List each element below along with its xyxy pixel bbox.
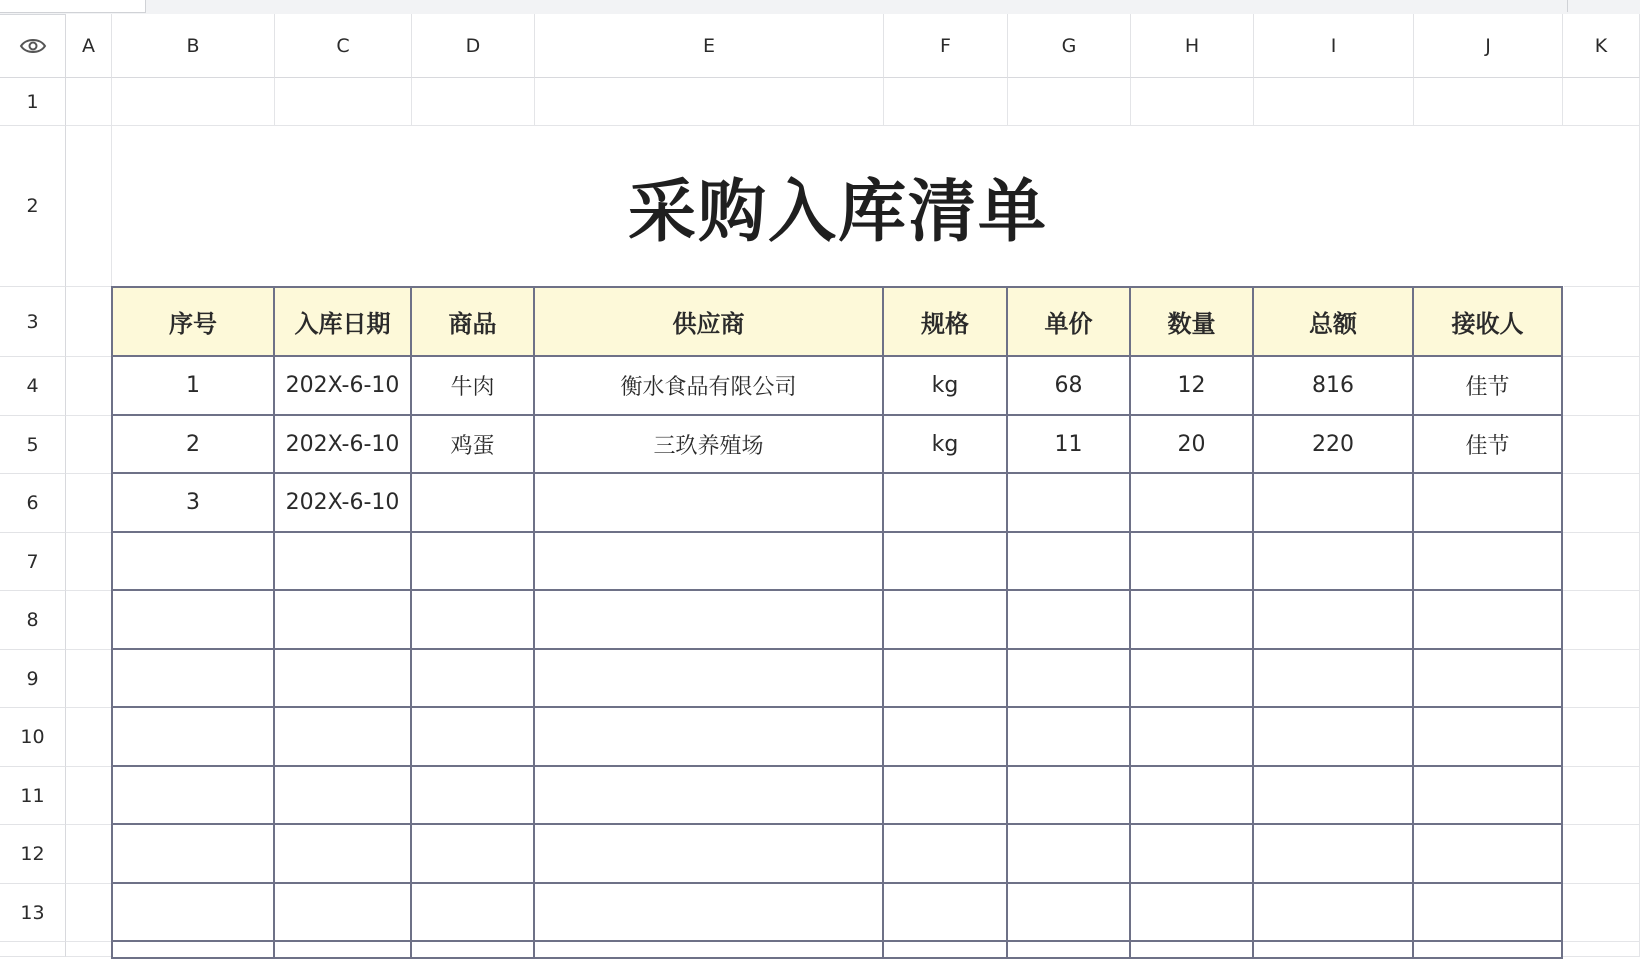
column-header-c[interactable]: C <box>275 14 412 78</box>
table-cell[interactable] <box>1131 767 1254 825</box>
column-header-d[interactable]: D <box>412 14 535 78</box>
table-cell[interactable]: 佳节 <box>1414 357 1563 416</box>
grid-cell[interactable] <box>66 942 112 957</box>
table-cell[interactable]: 三玖养殖场 <box>535 416 884 474</box>
row-header-2[interactable]: 2 <box>0 126 66 287</box>
table-cell[interactable]: 220 <box>1254 416 1414 474</box>
table-cell[interactable] <box>111 942 275 959</box>
table-cell[interactable] <box>111 708 275 767</box>
grid-cell[interactable] <box>1563 474 1640 533</box>
table-cell[interactable] <box>1254 708 1414 767</box>
table-cell[interactable] <box>1008 942 1131 959</box>
table-cell[interactable]: 68 <box>1008 357 1131 416</box>
grid-cell[interactable] <box>66 287 112 357</box>
grid-cell[interactable] <box>66 708 112 767</box>
table-cell[interactable] <box>884 650 1008 708</box>
table-cell[interactable] <box>111 825 275 884</box>
column-header-e[interactable]: E <box>535 14 884 78</box>
row-header-3[interactable]: 3 <box>0 287 66 357</box>
table-cell[interactable] <box>1131 825 1254 884</box>
table-cell[interactable]: 12 <box>1131 357 1254 416</box>
table-header-cell[interactable]: 商品 <box>412 286 535 357</box>
table-cell[interactable] <box>1008 767 1131 825</box>
row-header-9[interactable]: 9 <box>0 650 66 708</box>
table-cell[interactable]: 20 <box>1131 416 1254 474</box>
table-cell[interactable] <box>1414 474 1563 533</box>
table-cell[interactable]: 3 <box>111 474 275 533</box>
table-cell[interactable]: 11 <box>1008 416 1131 474</box>
grid-cell[interactable] <box>535 78 884 126</box>
table-cell[interactable]: 202X-6-10 <box>275 357 412 416</box>
table-cell[interactable] <box>1131 942 1254 959</box>
table-cell[interactable] <box>1254 825 1414 884</box>
table-header-cell[interactable]: 接收人 <box>1414 286 1563 357</box>
table-cell[interactable] <box>1131 533 1254 591</box>
table-cell[interactable] <box>1131 474 1254 533</box>
table-cell[interactable] <box>275 767 412 825</box>
table-cell[interactable] <box>884 825 1008 884</box>
table-cell[interactable] <box>535 474 884 533</box>
row-header-4[interactable]: 4 <box>0 357 66 416</box>
table-cell[interactable] <box>1131 884 1254 942</box>
row-header-12[interactable]: 12 <box>0 825 66 884</box>
table-cell[interactable] <box>1414 708 1563 767</box>
table-cell[interactable] <box>1414 942 1563 959</box>
table-header-cell[interactable]: 数量 <box>1131 286 1254 357</box>
row-header-11[interactable]: 11 <box>0 767 66 825</box>
table-cell[interactable] <box>412 708 535 767</box>
table-cell[interactable] <box>1254 942 1414 959</box>
table-cell[interactable] <box>884 474 1008 533</box>
grid-cell[interactable] <box>66 650 112 708</box>
table-cell[interactable] <box>1254 650 1414 708</box>
column-header-g[interactable]: G <box>1008 14 1131 78</box>
table-cell[interactable] <box>111 533 275 591</box>
table-cell[interactable] <box>535 942 884 959</box>
table-cell[interactable] <box>535 650 884 708</box>
table-cell[interactable]: 衡水食品有限公司 <box>535 357 884 416</box>
table-cell[interactable] <box>1131 708 1254 767</box>
table-cell[interactable] <box>412 650 535 708</box>
grid-cell[interactable] <box>275 78 412 126</box>
table-cell[interactable]: 816 <box>1254 357 1414 416</box>
table-cell[interactable] <box>412 767 535 825</box>
table-cell[interactable]: 202X-6-10 <box>275 416 412 474</box>
table-cell[interactable] <box>884 767 1008 825</box>
grid-cell[interactable] <box>66 474 112 533</box>
table-header-cell[interactable]: 规格 <box>884 286 1008 357</box>
grid-cell[interactable] <box>1131 78 1254 126</box>
sheet-title[interactable]: 采购入库清单 <box>112 126 1564 287</box>
grid-cell[interactable] <box>1563 767 1640 825</box>
table-cell[interactable] <box>412 825 535 884</box>
grid-cell[interactable] <box>1414 78 1563 126</box>
grid-cell[interactable] <box>1563 533 1640 591</box>
row-header-13[interactable]: 13 <box>0 884 66 942</box>
table-cell[interactable] <box>1414 533 1563 591</box>
table-cell[interactable] <box>884 942 1008 959</box>
table-cell[interactable] <box>535 884 884 942</box>
name-box[interactable] <box>0 0 146 13</box>
table-cell[interactable] <box>884 533 1008 591</box>
table-header-cell[interactable]: 总额 <box>1254 286 1414 357</box>
grid-cell[interactable] <box>1563 357 1640 416</box>
table-header-cell[interactable]: 供应商 <box>535 286 884 357</box>
eye-icon[interactable] <box>19 37 47 55</box>
table-header-cell[interactable]: 序号 <box>111 286 275 357</box>
table-cell[interactable]: 牛肉 <box>412 357 535 416</box>
table-cell[interactable] <box>275 650 412 708</box>
table-cell[interactable] <box>535 708 884 767</box>
grid-cell[interactable] <box>1254 78 1414 126</box>
table-cell[interactable] <box>1008 533 1131 591</box>
table-cell[interactable] <box>535 767 884 825</box>
table-cell[interactable] <box>412 884 535 942</box>
grid-cell[interactable] <box>1563 825 1640 884</box>
column-header-h[interactable]: H <box>1131 14 1254 78</box>
table-cell[interactable] <box>1131 650 1254 708</box>
table-cell[interactable] <box>412 942 535 959</box>
row-header-8[interactable]: 8 <box>0 591 66 650</box>
table-cell[interactable] <box>1254 767 1414 825</box>
table-cell[interactable] <box>535 533 884 591</box>
grid-cell[interactable] <box>112 78 275 126</box>
table-cell[interactable] <box>1008 650 1131 708</box>
table-cell[interactable]: 2 <box>111 416 275 474</box>
table-cell[interactable] <box>1008 708 1131 767</box>
grid-cell[interactable] <box>1563 942 1640 957</box>
table-cell[interactable] <box>1254 474 1414 533</box>
table-cell[interactable] <box>412 533 535 591</box>
table-cell[interactable]: 1 <box>111 357 275 416</box>
table-cell[interactable] <box>884 884 1008 942</box>
table-cell[interactable] <box>535 825 884 884</box>
grid-cell[interactable] <box>66 884 112 942</box>
grid-cell[interactable] <box>1008 78 1131 126</box>
table-cell[interactable] <box>1254 884 1414 942</box>
grid-cell[interactable] <box>1563 650 1640 708</box>
column-header-k[interactable]: K <box>1563 14 1640 78</box>
table-cell[interactable] <box>111 884 275 942</box>
table-cell[interactable] <box>275 884 412 942</box>
table-cell[interactable] <box>1131 591 1254 650</box>
grid-cell[interactable] <box>1563 884 1640 942</box>
grid-cell[interactable] <box>412 78 535 126</box>
grid-cell[interactable] <box>66 357 112 416</box>
row-header-10[interactable]: 10 <box>0 708 66 767</box>
table-cell[interactable] <box>1008 825 1131 884</box>
table-cell[interactable] <box>111 591 275 650</box>
table-cell[interactable] <box>412 591 535 650</box>
table-cell[interactable] <box>275 708 412 767</box>
grid-cell[interactable] <box>66 78 112 126</box>
row-header-partial[interactable] <box>0 942 66 957</box>
column-header-b[interactable]: B <box>112 14 275 78</box>
formula-bar <box>0 0 1640 15</box>
table-cell[interactable] <box>1414 591 1563 650</box>
grid-cell[interactable] <box>66 126 112 287</box>
grid-cell[interactable] <box>1563 287 1640 357</box>
table-cell[interactable] <box>275 591 412 650</box>
grid-cell[interactable] <box>66 533 112 591</box>
table-cell[interactable]: kg <box>884 357 1008 416</box>
table-cell[interactable] <box>1254 533 1414 591</box>
table-cell[interactable] <box>884 708 1008 767</box>
formula-input[interactable] <box>146 0 1640 12</box>
column-header-i[interactable]: I <box>1254 14 1414 78</box>
table-cell[interactable] <box>1414 767 1563 825</box>
table-cell[interactable] <box>275 825 412 884</box>
grid-cell[interactable] <box>1563 78 1640 126</box>
select-all-corner[interactable] <box>0 14 66 78</box>
table-cell[interactable] <box>1008 884 1131 942</box>
table-header-cell[interactable]: 入库日期 <box>275 286 412 357</box>
table-cell[interactable]: kg <box>884 416 1008 474</box>
grid-cell[interactable] <box>884 78 1008 126</box>
formula-bar-divider <box>1567 0 1568 12</box>
row-header-1[interactable]: 1 <box>0 78 66 126</box>
table-cell[interactable]: 202X-6-10 <box>275 474 412 533</box>
table-cell[interactable] <box>1008 591 1131 650</box>
table-cell[interactable] <box>1414 650 1563 708</box>
table-cell[interactable] <box>412 474 535 533</box>
table-cell[interactable] <box>1414 825 1563 884</box>
row-header-6[interactable]: 6 <box>0 474 66 533</box>
table-header-cell[interactable]: 单价 <box>1008 286 1131 357</box>
grid-cell[interactable] <box>1563 126 1640 287</box>
grid-cell[interactable] <box>66 416 112 474</box>
table-cell[interactable] <box>275 942 412 959</box>
table-cell[interactable] <box>884 591 1008 650</box>
table-cell[interactable]: 佳节 <box>1414 416 1563 474</box>
row-header-5[interactable]: 5 <box>0 416 66 474</box>
grid-cell[interactable] <box>1563 416 1640 474</box>
grid-cell[interactable] <box>1563 591 1640 650</box>
grid-cell[interactable] <box>66 767 112 825</box>
table-cell[interactable] <box>275 533 412 591</box>
row-header-7[interactable]: 7 <box>0 533 66 591</box>
column-header-f[interactable]: F <box>884 14 1008 78</box>
column-header-a[interactable]: A <box>66 14 112 78</box>
column-header-j[interactable]: J <box>1414 14 1563 78</box>
grid-cell[interactable] <box>66 591 112 650</box>
grid-cell[interactable] <box>66 825 112 884</box>
table-cell[interactable] <box>1008 474 1131 533</box>
table-cell[interactable] <box>535 591 884 650</box>
table-cell[interactable]: 鸡蛋 <box>412 416 535 474</box>
table-cell[interactable] <box>111 767 275 825</box>
table-cell[interactable] <box>1414 884 1563 942</box>
table-cell[interactable] <box>111 650 275 708</box>
grid-cell[interactable] <box>1563 708 1640 767</box>
table-cell[interactable] <box>1254 591 1414 650</box>
